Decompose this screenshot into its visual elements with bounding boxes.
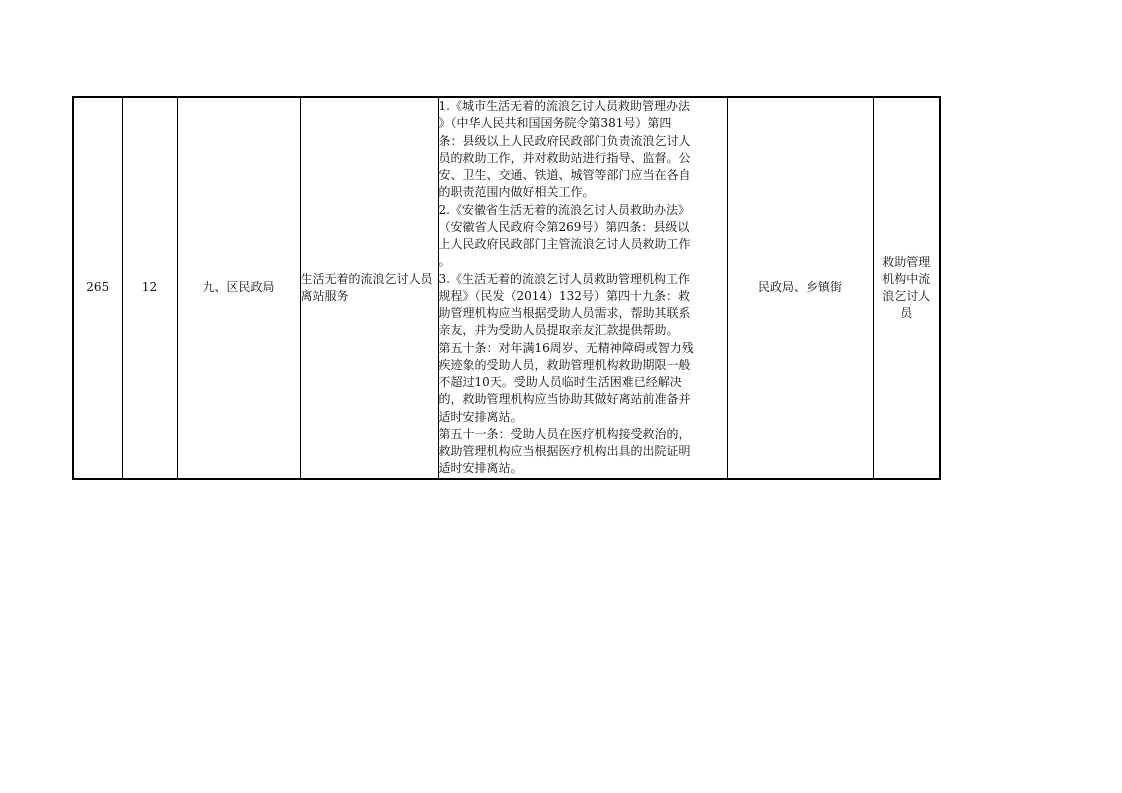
legal-basis-line: 第五十条：对年满16周岁、无精神障碍或智力残 — [438, 340, 694, 355]
legal-basis-line: 的，救助管理机构应当协助其做好离站前准备并 — [438, 392, 691, 407]
sub-number-cell: 12 — [122, 97, 177, 479]
legal-basis-line: 亲友，并为受助人员提取亲友汇款提供帮助。 — [438, 323, 679, 338]
legal-basis-line: 安、卫生、交通、铁道、城管等部门应当在各自 — [438, 168, 691, 182]
table-row — [73, 97, 940, 479]
legal-basis-line: 2.《安徽省生活无着的流浪乞讨人员救助办法》 — [438, 202, 690, 217]
legal-basis-line: 1.《城市生活无着的流浪乞讨人员救助管理办法 — [438, 99, 690, 113]
legal-basis-line: 救助管理机构应当根据医疗机构出具的出院证明 — [438, 444, 691, 458]
responsible-units-cell: 民政局、乡镇街 — [727, 97, 873, 479]
legal-basis-line: 不超过10天。受助人员临时生活困难已经解决 — [438, 375, 682, 389]
legal-basis-line: 的职责范围内做好相关工作。 — [438, 185, 595, 200]
legal-basis-line: 规程》（民发（2014）132号）第四十九条：救 — [438, 288, 690, 303]
legal-basis-line: （安徽省人民政府令第269号）第四条：县级以 — [438, 219, 690, 234]
service-target-cell: 救助管理机构中流浪乞讨人员 — [873, 97, 940, 479]
legal-basis-line: 第五十一条：受助人员在医疗机构接受救治的， — [438, 426, 691, 441]
item-name-cell: 生活无着的流浪乞讨人员离站服务 — [300, 97, 438, 479]
legal-basis-line: 助管理机构应当根据受助人员需求，帮助其联系 — [438, 306, 691, 320]
department-cell: 九、区民政局 — [177, 97, 300, 479]
legal-basis-cell — [438, 97, 727, 479]
legal-basis-line: 》（中华人民共和国国务院令第381号）第四 — [438, 116, 672, 131]
seq-number-cell: 265 — [73, 97, 122, 479]
service-table — [72, 96, 941, 480]
legal-basis-line: 疾迹象的受助人员，救助管理机构救助期限一般 — [438, 357, 691, 372]
legal-basis-line: 员的救助工作，并对救助站进行指导、监督。公 — [438, 150, 691, 165]
legal-basis-line: 。 — [438, 254, 451, 269]
legal-basis-line: 适时安排离站。 — [438, 461, 523, 476]
legal-basis-line: 条：县级以上人民政府民政部门负责流浪乞讨人 — [438, 133, 691, 148]
legal-basis-line: 适时安排离站。 — [438, 409, 523, 424]
legal-basis-line: 上人民政府民政部门主管流浪乞讨人员救助工作 — [438, 237, 691, 251]
legal-basis-line: 3.《生活无着的流浪乞讨人员救助管理机构工作 — [438, 271, 690, 286]
